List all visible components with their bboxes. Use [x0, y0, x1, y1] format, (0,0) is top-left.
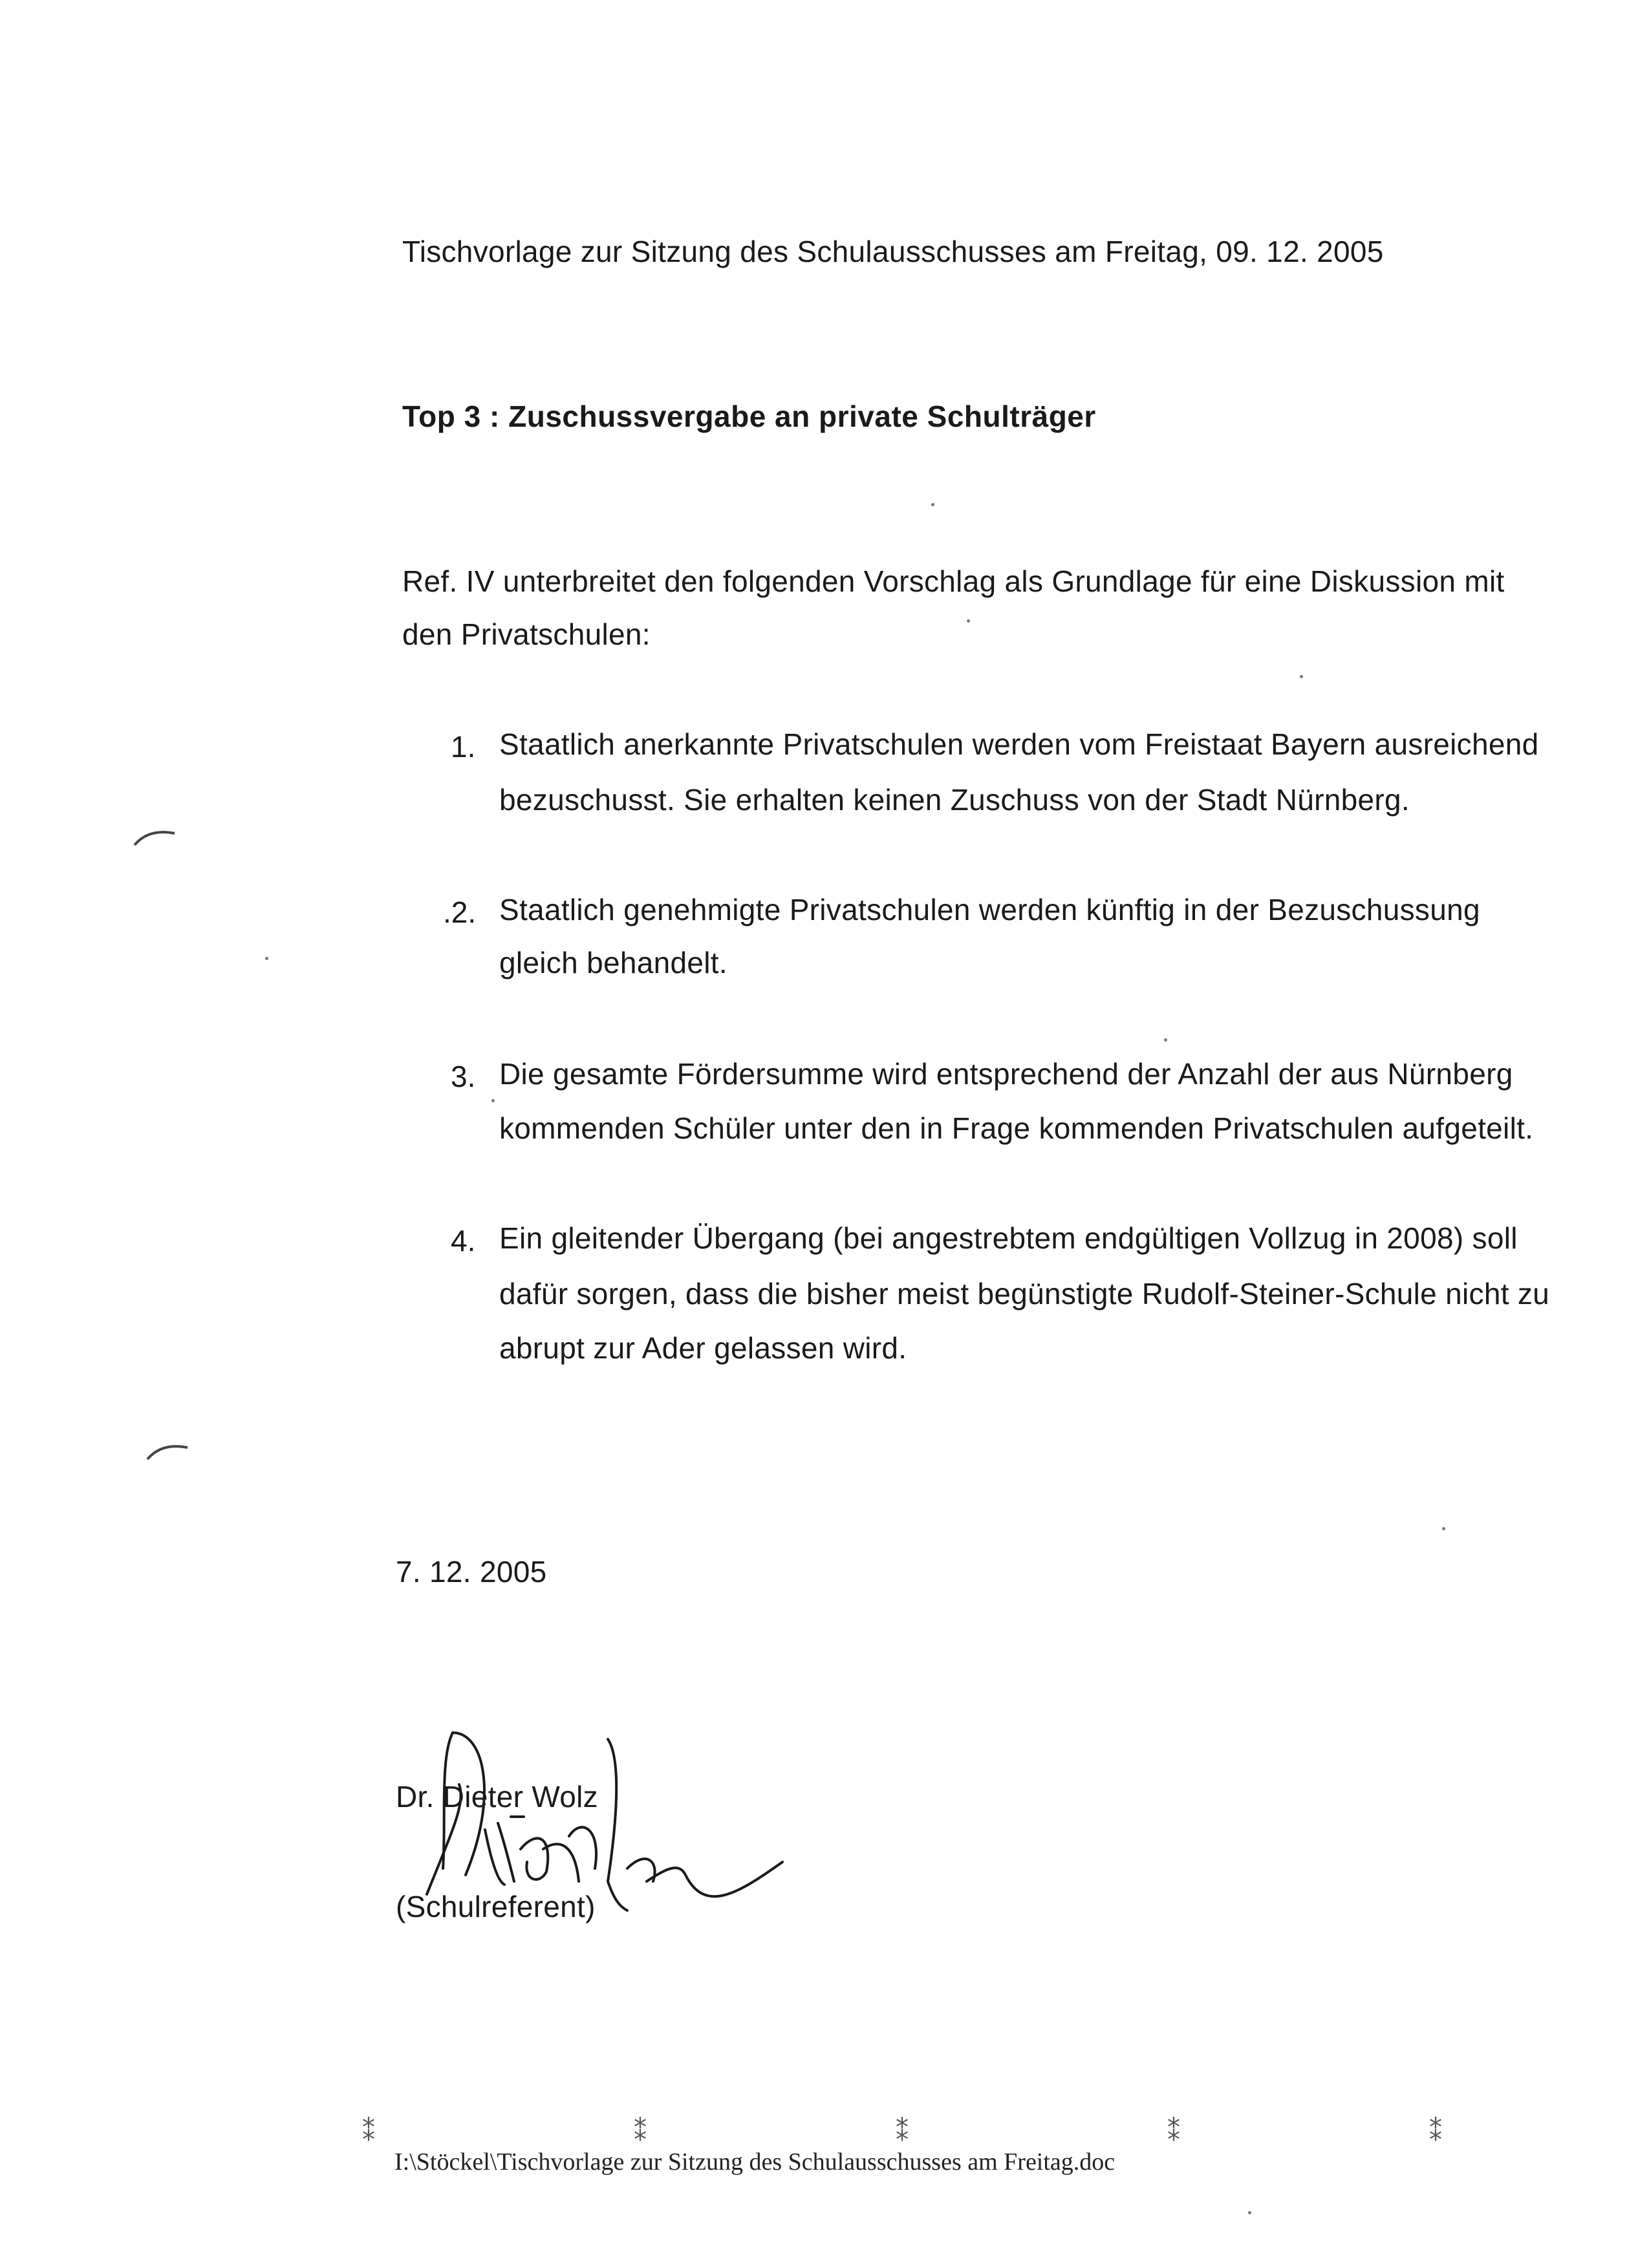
- topic-heading: Top 3 : Zuschussvergabe an private Schulträger: [402, 400, 1096, 433]
- list-item-line: abrupt zur Ader gelassen wird.: [499, 1331, 907, 1365]
- signatory-role: (Schulreferent): [396, 1890, 596, 1923]
- scan-speck: [1248, 2211, 1251, 2214]
- list-item-number: 3.: [451, 1060, 476, 1093]
- list-item-line: kommenden Schüler unter den in Frage kommenden Privatschulen aufgeteilt.: [499, 1111, 1534, 1145]
- intro-line-1: Ref. IV unterbreitet den folgenden Vorschlag als Grundlage für eine Diskussion mit: [402, 564, 1505, 598]
- scan-mark-icon: ⁑: [1167, 2117, 1180, 2147]
- scan-speck: [1442, 1527, 1445, 1530]
- scan-mark-icon: ⁑: [634, 2117, 647, 2147]
- punch-hole-mark-icon: [142, 1439, 194, 1464]
- scan-speck: [967, 619, 970, 623]
- list-item-number: 4.: [451, 1224, 476, 1257]
- scan-mark-icon: ⁑: [1429, 2117, 1442, 2147]
- scan-mark-icon: ⁑: [896, 2117, 909, 2147]
- scan-speck: [491, 1099, 495, 1102]
- list-item-line: Staatlich anerkannte Privatschulen werden vom Freistaat Bayern ausreichend: [499, 727, 1539, 761]
- scan-speck: [931, 503, 934, 506]
- scan-speck: [265, 957, 268, 960]
- list-item-line: Ein gleitender Übergang (bei angestrebtem endgültigen Vollzug in 2008) soll: [499, 1221, 1518, 1255]
- list-item-line: gleich behandelt.: [499, 946, 727, 979]
- footer-file-path: I:\Stöckel\Tischvorlage zur Sitzung des Schulausschusses am Freitag.doc: [394, 2148, 1116, 2176]
- signatory-name: Dr. Dieter Wolz: [396, 1780, 598, 1813]
- scan-mark-icon: ⁑: [362, 2117, 375, 2147]
- list-item-number: .2.: [443, 895, 477, 929]
- header-line: Tischvorlage zur Sitzung des Schulausschusses am Freitag, 09. 12. 2005: [402, 235, 1384, 268]
- list-item-line: Die gesamte Fördersumme wird entsprechend der Anzahl der aus Nürnberg: [499, 1057, 1513, 1091]
- handwritten-signature-icon: [414, 1720, 802, 1946]
- list-item-line: Staatlich genehmigte Privatschulen werden künftig in der Bezuschussung: [499, 893, 1480, 926]
- list-item-line: dafür sorgen, dass die bisher meist begünstigte Rudolf-Steiner-Schule nicht zu: [499, 1277, 1550, 1311]
- scan-speck: [1300, 675, 1303, 678]
- document-date: 7. 12. 2005: [396, 1555, 547, 1589]
- intro-line-2: den Privatschulen:: [402, 617, 651, 651]
- list-item-line: bezuschusst. Sie erhalten keinen Zuschuss von der Stadt Nürnberg.: [499, 783, 1410, 817]
- list-item-number: 1.: [451, 730, 476, 764]
- punch-hole-mark-icon: [129, 824, 181, 850]
- scan-speck: [1164, 1038, 1167, 1042]
